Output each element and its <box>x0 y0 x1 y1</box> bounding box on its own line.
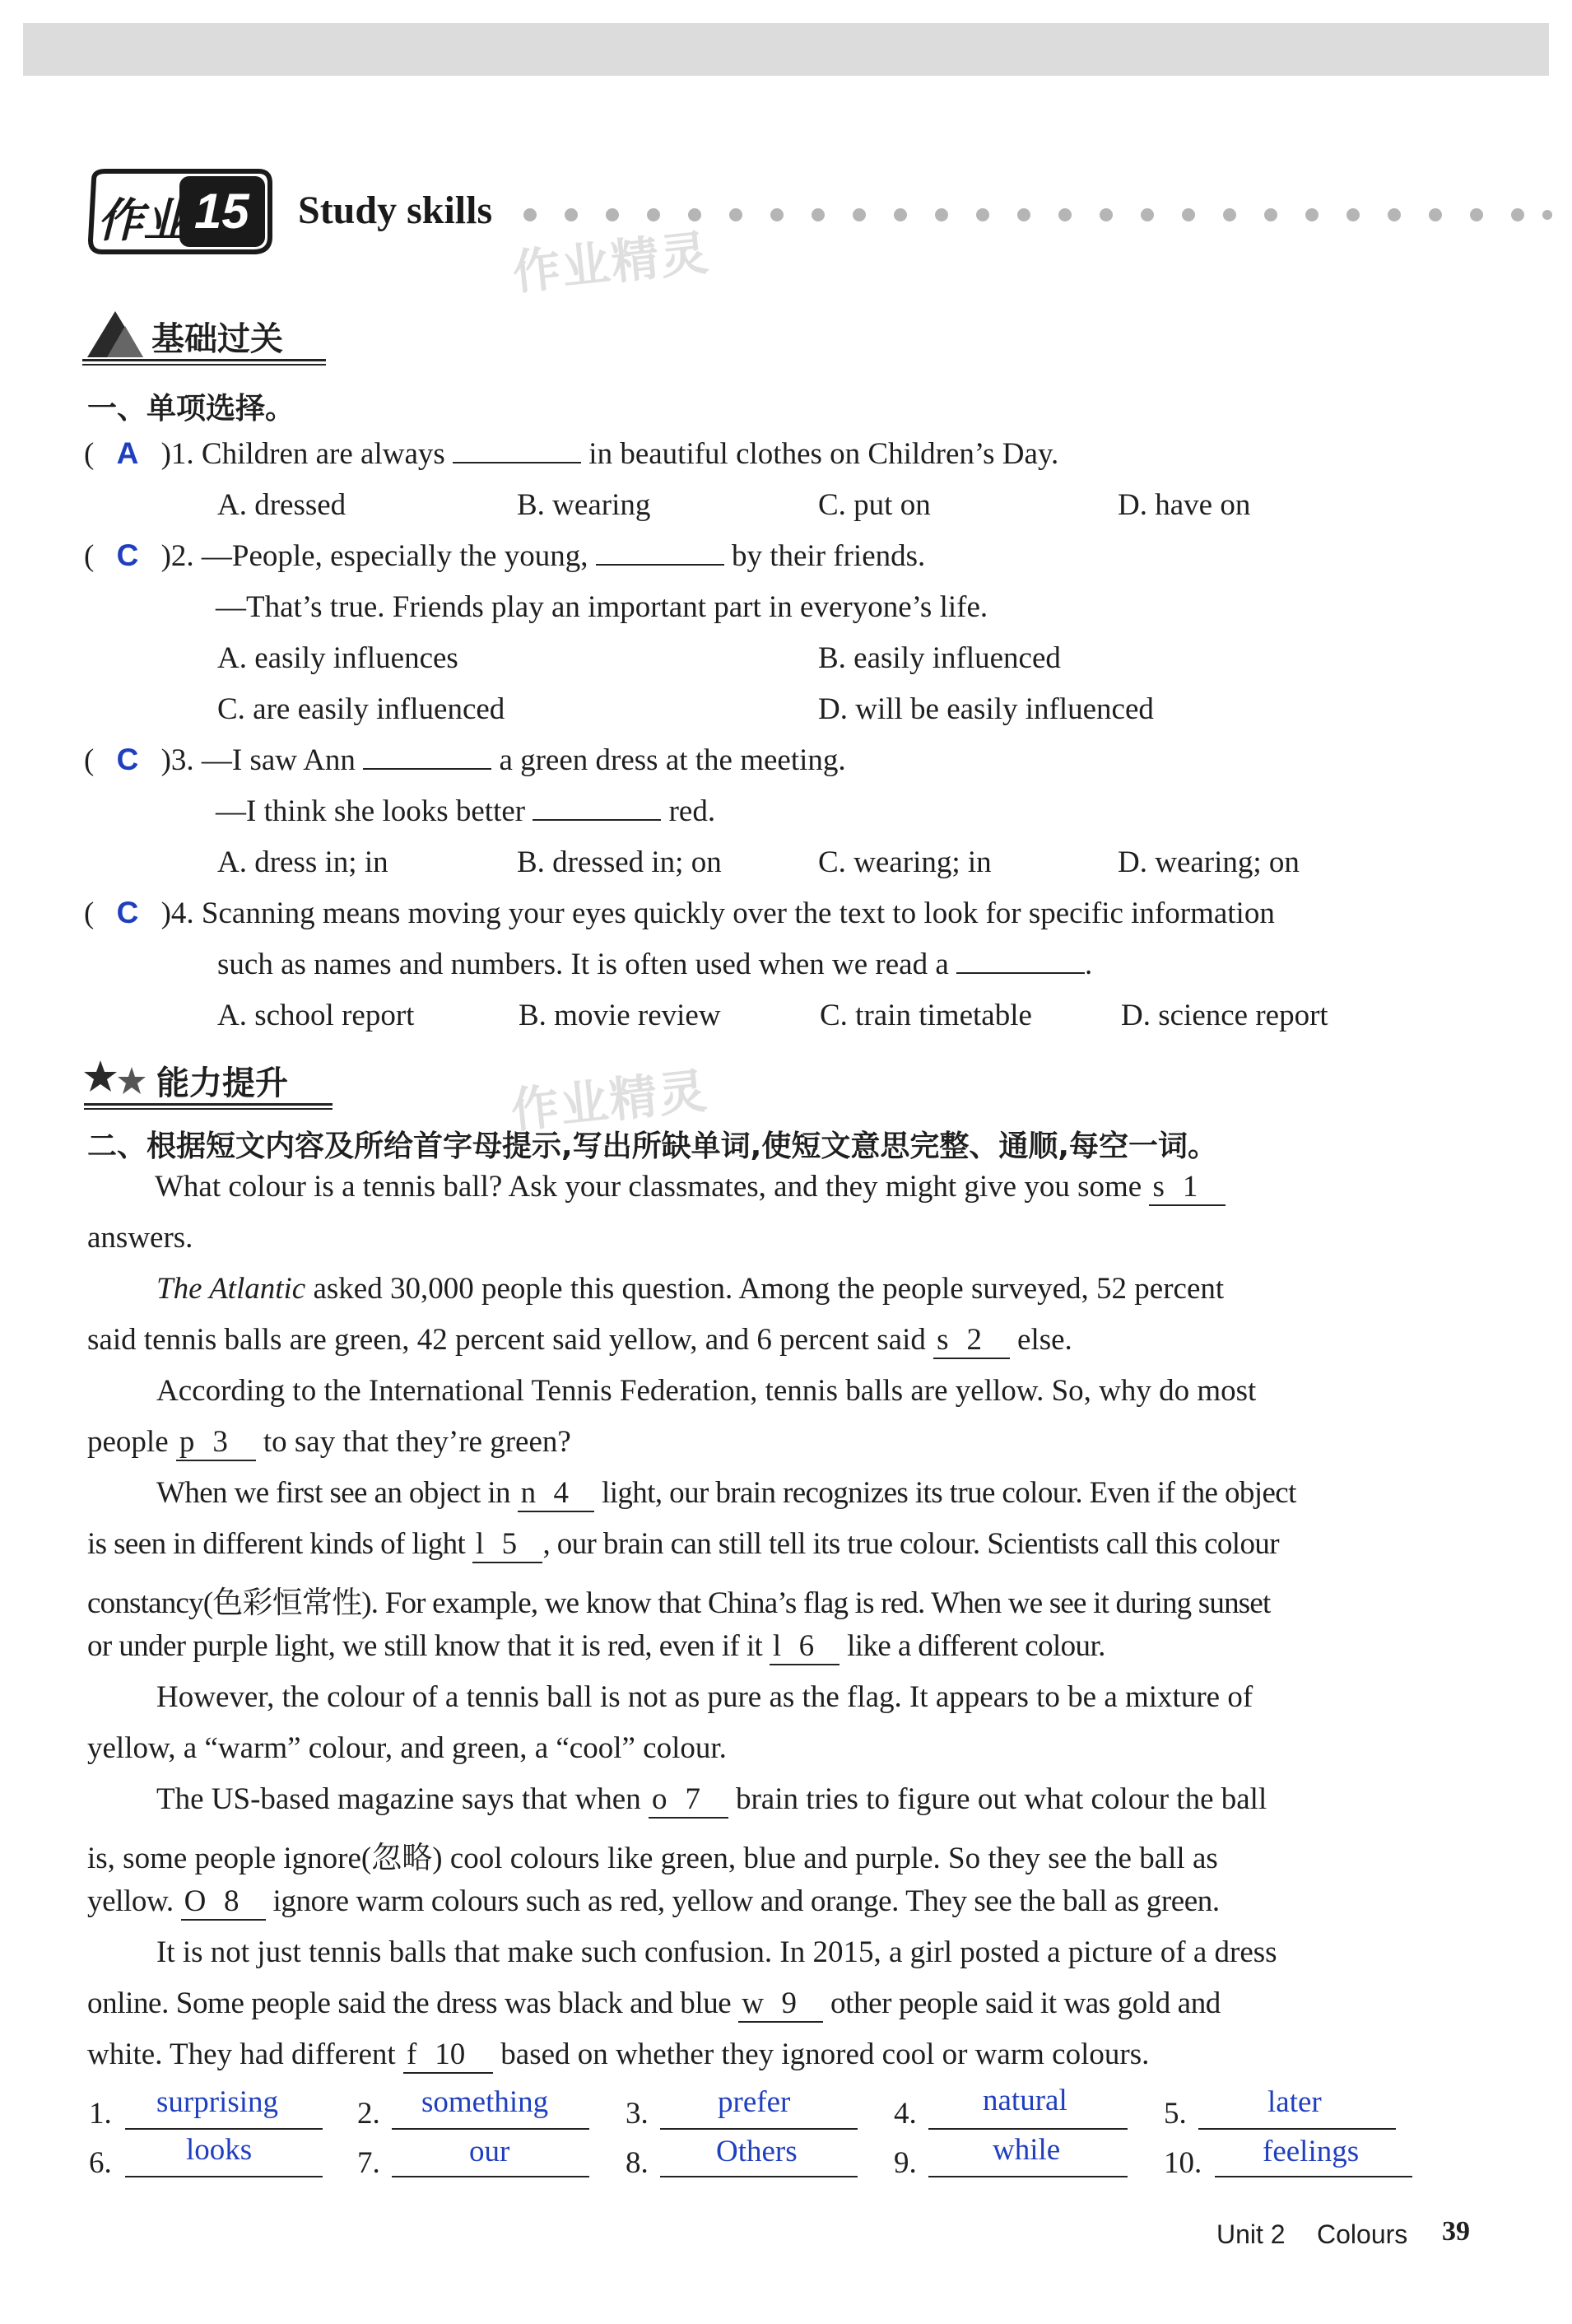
p4-text-b-pre: is seen in different kinds of light <box>87 1527 466 1561</box>
page-number: 39 <box>1442 2216 1470 2247</box>
p1-text: What colour is a tennis ball? Ask your classmates, and they might give you some <box>155 1170 1142 1204</box>
q3-line2-pre: —I think she looks better <box>216 794 526 828</box>
triangle-icon <box>82 305 148 362</box>
q3-option-c: C. wearing; in <box>818 845 992 879</box>
paren-open: ( <box>84 437 95 471</box>
p4-text-a-pre: When we first see an object in <box>156 1476 510 1510</box>
hint-blank-1[interactable] <box>1149 1169 1226 1206</box>
q3-line2-post: red. <box>668 794 716 828</box>
paren-open: ( <box>84 743 95 777</box>
answer-label-7: 7. <box>357 2146 380 2180</box>
q2-option-a: A. easily influences <box>217 641 458 675</box>
hint-blank-6[interactable] <box>770 1628 840 1665</box>
answer-line-1[interactable] <box>125 2127 323 2130</box>
answer-word-4: natural <box>983 2084 1067 2117</box>
q3-stem <box>84 743 846 778</box>
q1-stem <box>84 436 1058 472</box>
passage-p6-line1 <box>156 1781 1267 1819</box>
passage-p7-line1: It is not just tennis balls that make such confusion. In 2015, a girl posted a picture of a dress <box>156 1935 1277 1969</box>
p4-text-d-pre: or under purple light, we still know that it is red, even if it <box>87 1629 763 1663</box>
paren-open: ( <box>84 539 95 573</box>
hint-number: 3 <box>212 1425 228 1459</box>
q4-number: )4. <box>160 897 194 930</box>
section1-heading: 基础过关 <box>151 320 283 358</box>
hint-blank-5[interactable] <box>472 1526 543 1563</box>
hint-blank-8[interactable] <box>181 1884 266 1921</box>
p4-text-d-post: like a different colour. <box>847 1629 1105 1663</box>
section1-underline-2 <box>82 364 326 366</box>
answer-label-5: 5. <box>1164 2097 1187 2131</box>
hint-blank-7[interactable] <box>649 1781 728 1819</box>
hint-blank-10[interactable] <box>403 2037 493 2074</box>
q4-stem <box>84 896 1275 931</box>
section2-instruction: 二、根据短文内容及所给首字母提示,写出所缺单词,使短文意思完整、通顺,每空一词。 <box>87 1129 1218 1163</box>
q2-option-d: D. will be easily influenced <box>818 692 1154 726</box>
hint-number: 10 <box>435 2038 466 2071</box>
p6-text-a-post: brain tries to figure out what colour the ball <box>735 1782 1267 1816</box>
answer-label-9: 9. <box>894 2146 917 2180</box>
p7-text-c-post: based on whether they ignored cool or warm colours. <box>500 2038 1150 2071</box>
p2-text-b-pre: said tennis balls are green, 42 percent said yellow, and 6 percent said <box>87 1323 926 1357</box>
magazine-name: The Atlantic <box>156 1272 306 1306</box>
answer-line-6[interactable] <box>125 2175 323 2177</box>
q2-line2: —That’s true. Friends play an important part in everyone’s life. <box>216 590 988 624</box>
hint-letter: p <box>179 1425 195 1459</box>
hint-letter: f <box>406 2038 417 2071</box>
passage-p2-line1 <box>156 1271 1224 1306</box>
answer-line-5[interactable] <box>1198 2127 1396 2130</box>
q4-option-c: C. train timetable <box>820 999 1032 1032</box>
stars-icon <box>84 1054 160 1103</box>
section2-underline-2 <box>84 1108 333 1110</box>
p6-text-c-post: ignore warm colours such as red, yellow and orange. They see the ball as green. <box>272 1884 1220 1918</box>
hint-number: 6 <box>798 1629 814 1663</box>
hint-letter: s <box>937 1323 949 1357</box>
badge-number: 15 <box>194 184 249 239</box>
q2-text-post: by their friends. <box>731 539 926 573</box>
answer-label-4: 4. <box>894 2097 917 2131</box>
p3-text-b-pre: people <box>87 1425 169 1459</box>
answer-word-7: our <box>469 2135 510 2168</box>
answer-label-8: 8. <box>626 2146 649 2180</box>
hint-number: 4 <box>553 1476 569 1510</box>
p2-text-a: asked 30,000 people this question. Among the people surveyed, 52 percent <box>313 1272 1225 1306</box>
passage-p3-line2 <box>87 1424 571 1461</box>
q4-line2-post: . <box>1085 948 1093 981</box>
p7-text-b-post: other people said it was gold and <box>830 1986 1221 2020</box>
answer-word-2: something <box>421 2085 549 2119</box>
answer-word-6: looks <box>186 2133 253 2167</box>
passage-p4-line4 <box>87 1628 1105 1665</box>
answer-word-9: while <box>993 2133 1061 2167</box>
passage-p5-line1: However, the colour of a tennis ball is not as pure as the flag. It appears to be a mixture of <box>156 1680 1253 1714</box>
passage-p7-line3 <box>87 2037 1149 2074</box>
q4-blank[interactable] <box>956 948 1085 974</box>
hint-letter: n <box>520 1476 536 1510</box>
q1-answer: A <box>116 436 139 470</box>
q1-option-a: A. dressed <box>217 488 346 522</box>
passage-p1-line1 <box>155 1169 1226 1206</box>
passage-p4-line3: constancy(色彩恒常性). For example, we know that China’s flag is red. When we see it during sunset <box>87 1586 1271 1620</box>
answer-label-10: 10. <box>1164 2146 1202 2180</box>
hint-number: 9 <box>781 1986 797 2020</box>
p4-text-a-post: light, our brain recognizes its true colour. Even if the object <box>602 1476 1296 1510</box>
paren-open: ( <box>84 897 95 930</box>
hint-number: 5 <box>501 1527 517 1561</box>
answer-word-5: later <box>1267 2085 1322 2119</box>
q1-number: )1. <box>160 437 194 471</box>
passage-p4-line1 <box>156 1475 1296 1512</box>
passage-p1-line2: answers. <box>87 1221 193 1255</box>
hint-blank-9[interactable] <box>738 1986 823 2023</box>
q4-line2-pre: such as names and numbers. It is often used when we read a <box>217 948 949 981</box>
passage-p7-line2 <box>87 1986 1221 2023</box>
q1-option-c: C. put on <box>818 488 931 522</box>
q2-option-b: B. easily influenced <box>818 641 1061 675</box>
answer-line-2[interactable] <box>392 2127 589 2130</box>
section1-instruction: 一、单项选择。 <box>87 392 295 426</box>
answer-label-1: 1. <box>89 2097 112 2131</box>
footer-unit: Unit 2 <box>1216 2219 1286 2249</box>
hint-number: 1 <box>1182 1170 1198 1204</box>
p2-text-b-post: else. <box>1017 1323 1072 1357</box>
p6-text-c-pre: yellow. <box>87 1884 174 1918</box>
page-title: Study skills <box>298 189 493 232</box>
answer-word-1: surprising <box>156 2085 278 2119</box>
hint-letter: l <box>772 1629 781 1663</box>
hint-letter: w <box>742 1986 764 2020</box>
q2-option-c: C. are easily influenced <box>217 692 505 726</box>
q3-option-a: A. dress in; in <box>217 845 388 879</box>
hint-letter: l <box>475 1527 484 1561</box>
q4-option-b: B. movie review <box>519 999 721 1032</box>
answer-word-8: Others <box>716 2135 798 2168</box>
passage-p6-line3 <box>87 1884 1220 1921</box>
answer-word-10: feelings <box>1263 2135 1360 2168</box>
section1-underline <box>82 359 326 361</box>
answer-label-6: 6. <box>89 2146 112 2180</box>
q3-line2 <box>216 794 715 829</box>
q3-blank-2[interactable] <box>533 794 661 821</box>
watermark-2: 作业精灵 <box>508 1062 711 1139</box>
passage-p6-line2: is, some people ignore(忽略) cool colours like green, blue and purple. So they see the ball as <box>87 1842 1218 1875</box>
answer-word-3: prefer <box>718 2085 791 2119</box>
q2-stem <box>84 538 925 574</box>
q1-option-d: D. have on <box>1118 488 1251 522</box>
badge-label: 作业 <box>97 194 189 248</box>
hint-number: 8 <box>223 1884 240 1918</box>
q3-answer: C <box>116 743 139 776</box>
hint-blank-3[interactable] <box>176 1424 256 1461</box>
answer-line-10[interactable] <box>1215 2175 1412 2177</box>
q2-blank[interactable] <box>596 539 724 566</box>
hint-letter: s <box>1152 1170 1165 1204</box>
q4-line2 <box>217 947 1092 982</box>
answer-line-3[interactable] <box>660 2127 858 2130</box>
q3-text-post: a green dress at the meeting. <box>499 743 846 777</box>
hint-number: 2 <box>966 1323 983 1357</box>
q4-option-a: A. school report <box>217 999 415 1032</box>
answer-line-8[interactable] <box>660 2175 858 2177</box>
q3-option-d: D. wearing; on <box>1118 845 1300 879</box>
passage-p4-line2 <box>87 1526 1279 1563</box>
q1-option-b: B. wearing <box>517 488 651 522</box>
hint-letter: o <box>651 1782 667 1816</box>
hint-blank-4[interactable] <box>518 1475 595 1512</box>
section2-heading: 能力提升 <box>156 1064 288 1102</box>
q4-text-line1: Scanning means moving your eyes quickly over the text to look for specific information <box>201 897 1275 930</box>
top-band <box>23 23 1549 76</box>
answer-line-7[interactable] <box>392 2175 589 2177</box>
q2-number: )2. <box>160 539 194 573</box>
passage-p2-line2 <box>87 1322 1072 1359</box>
answer-label-2: 2. <box>357 2097 380 2131</box>
q2-answer: C <box>116 538 139 572</box>
answer-line-9[interactable] <box>928 2175 1128 2177</box>
passage-p5-line2: yellow, a “warm” colour, and green, a “cool” colour. <box>87 1731 727 1765</box>
q4-option-d: D. science report <box>1121 999 1328 1032</box>
p4-text-b-post: , our brain can still tell its true colour. Scientists call this colour <box>542 1527 1280 1561</box>
p7-text-c-pre: white. They had different <box>87 2038 396 2071</box>
q3-number: )3. <box>160 743 194 777</box>
q3-blank-1[interactable] <box>363 743 491 770</box>
section2-underline <box>84 1103 333 1106</box>
p7-text-b-pre: online. Some people said the dress was black and blue <box>87 1986 732 2020</box>
hint-letter: O <box>184 1884 206 1918</box>
q4-answer: C <box>116 896 139 929</box>
passage-p3-line1: According to the International Tennis Federation, tennis balls are yellow. So, why do most <box>156 1374 1257 1408</box>
q1-text-pre: Children are always <box>201 437 445 471</box>
q2-text-pre: —People, especially the young, <box>201 539 588 573</box>
q3-text-pre: —I saw Ann <box>201 743 356 777</box>
hint-blank-2[interactable] <box>933 1322 1010 1359</box>
q3-option-b: B. dressed in; on <box>517 845 722 879</box>
q1-blank[interactable] <box>453 437 581 463</box>
answer-line-4[interactable] <box>928 2127 1128 2130</box>
footer-topic: Colours <box>1317 2219 1408 2249</box>
q1-text-post: in beautiful clothes on Children’s Day. <box>588 437 1059 471</box>
p6-text-a-pre: The US-based magazine says that when <box>156 1782 641 1816</box>
answer-label-3: 3. <box>626 2097 649 2131</box>
p3-text-b-post: to say that they’re green? <box>263 1425 571 1459</box>
watermark-1: 作业精灵 <box>509 224 713 301</box>
hint-number: 7 <box>685 1782 700 1816</box>
